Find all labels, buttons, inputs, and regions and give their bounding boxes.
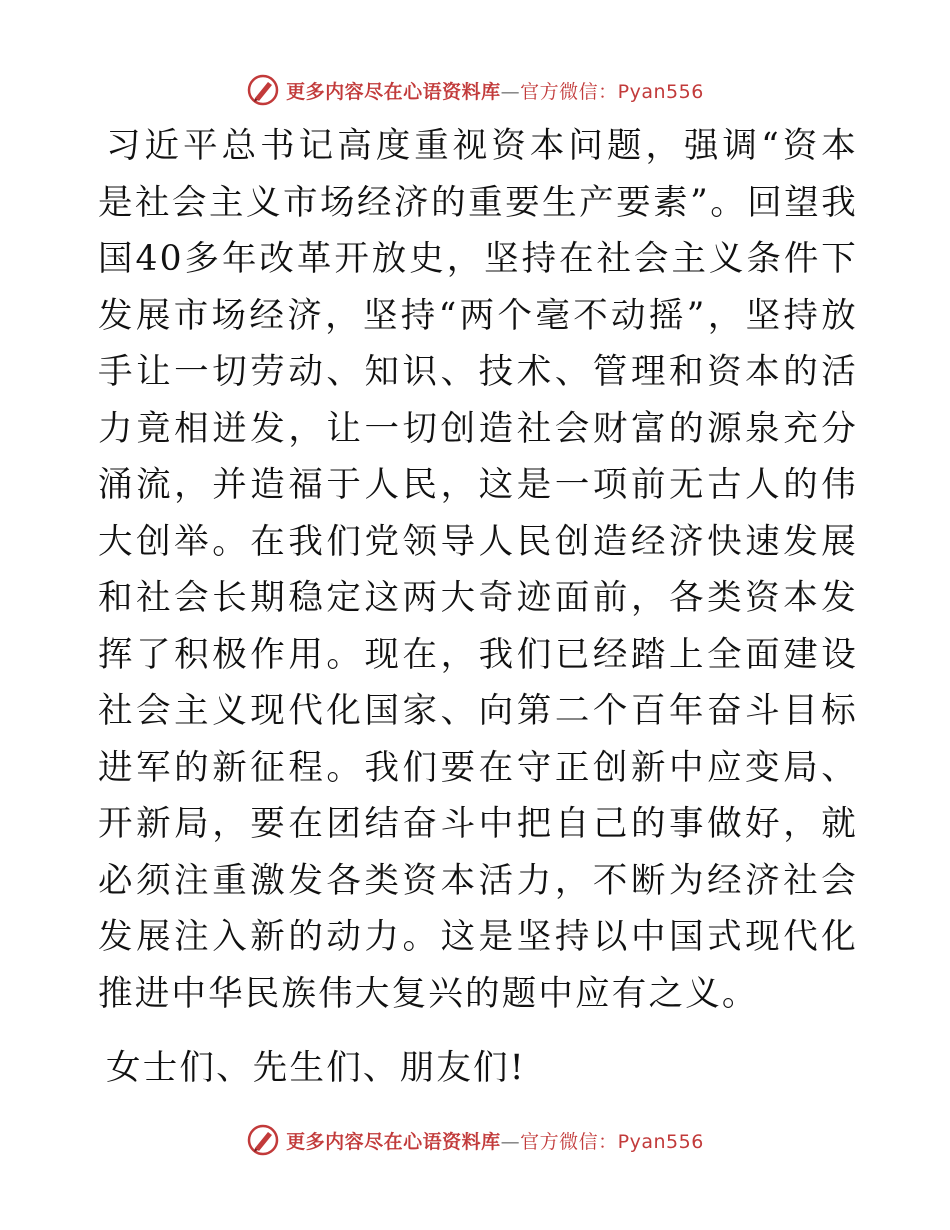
- watermark-contact: 官方微信：Pyan556: [520, 1130, 704, 1153]
- watermark-text: [286, 1127, 704, 1154]
- pen-logo-icon: [246, 1123, 280, 1157]
- watermark-text: [286, 77, 704, 104]
- watermark-group: [246, 1123, 704, 1157]
- document-body: [98, 118, 858, 1097]
- pen-logo-icon: [246, 73, 280, 107]
- watermark-separator: —: [500, 1130, 521, 1153]
- watermark-brand: 更多内容尽在心语资料库: [286, 1130, 501, 1153]
- watermark-contact: 官方微信：Pyan556: [520, 80, 704, 103]
- body-paragraph: 习近平总书记高度重视资本问题，强调“资本是社会主义市场经济的重要生产要素”。回望我国40多年改革开放史，坚持在社会主义条件下发展市场经济，坚持“两个毫不动摇”，坚持放手让一切劳动、知识、技术、管理和资本的活力竟相迸发，让一切创造社会财富的源泉充分涌流，并造福于人民，这是一项前无古人的伟大创举。在我们党领导人民创造经济快速发展和社会长期稳定这两大奇迹面前，各类资本发挥了积极作用。现在，我们已经踏上全面建设社会主义现代化国家、向第二个百年奋斗目标进军的新征程。我们要在守正创新中应变局、开新局，要在团结奋斗中把自己的事做好，就必须注重激发各类资本活力，不断为经济社会发展注入新的动力。这是坚持以中国式现代化推进中华民族伟大复兴的题中应有之义。: [98, 126, 858, 1014]
- greeting-line: 女士们、先生们、朋友们!: [106, 1048, 526, 1088]
- watermark-separator: —: [500, 80, 521, 103]
- header-watermark: [0, 70, 950, 110]
- watermark-brand: 更多内容尽在心语资料库: [286, 80, 501, 103]
- footer-watermark: [0, 1120, 950, 1160]
- watermark-group: [246, 73, 704, 107]
